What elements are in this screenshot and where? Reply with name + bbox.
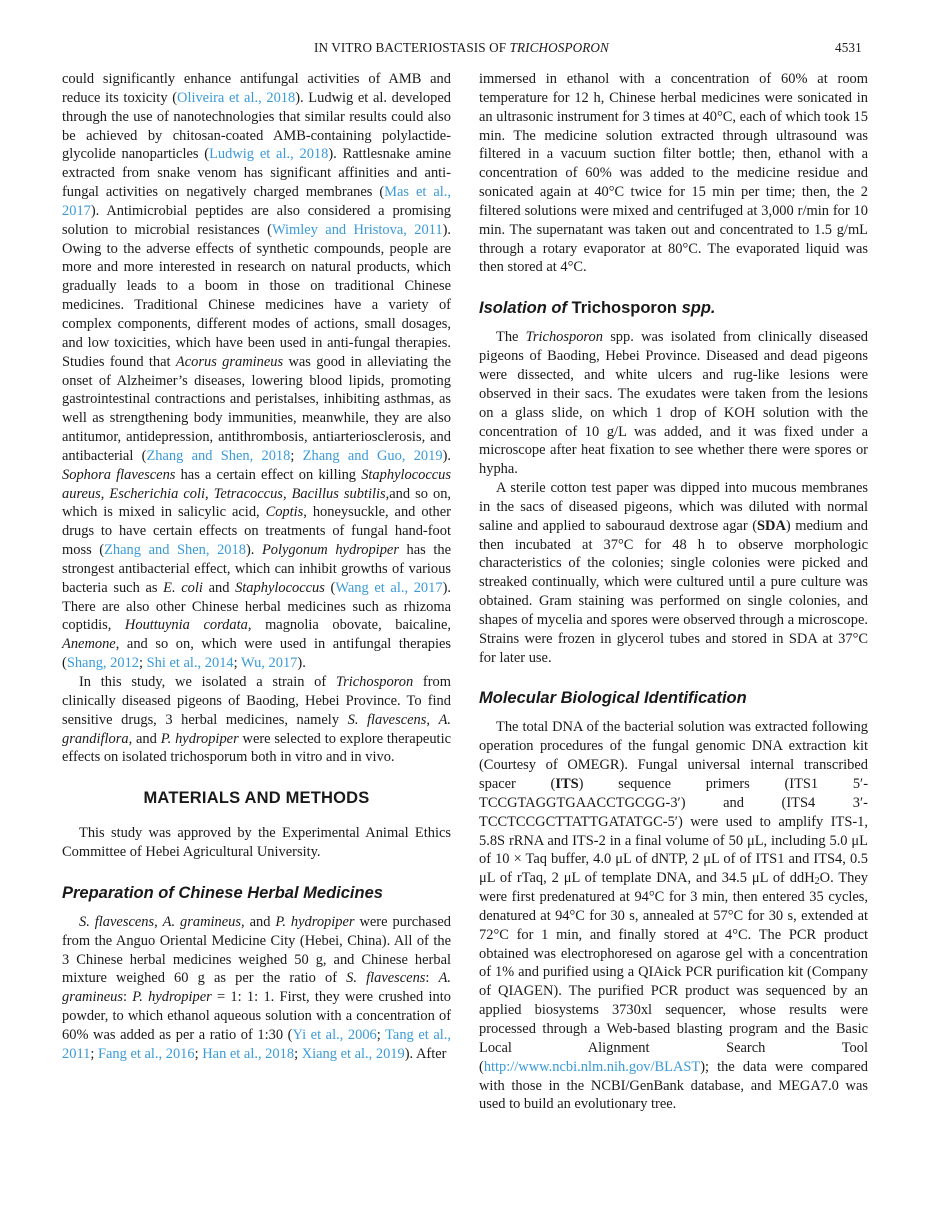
section-heading-materials-methods: MATERIALS AND METHODS xyxy=(143,789,370,808)
species-name: Escherichia coli xyxy=(109,485,206,502)
text: has the strongest antibacterial effect, which can inhibit growths of various bacteria such as xyxy=(62,542,451,596)
species-name: Tetracoccus xyxy=(213,485,283,502)
text: ); the data were compared with those in the NCBI/GenBank database, and MEGA7.0 was used to build an evolutionary tree. xyxy=(479,1058,868,1113)
text: ; xyxy=(290,447,303,464)
species-name: P. hydropiper xyxy=(160,730,239,747)
citation-link[interactable]: Ludwig et al., 2018 xyxy=(209,146,329,163)
species-name: A. gramineus xyxy=(62,970,451,1006)
page-number: 4531 xyxy=(835,40,862,55)
isolation-paragraph-2 xyxy=(479,479,868,667)
heading-text: Isolation of xyxy=(479,299,572,318)
citation-link[interactable]: Xiang et al., 2019 xyxy=(301,1045,405,1062)
text: = 1: 1: 1. First, they were crushed into powder, to which ethanol aqueous solution with a concentration of 60% was added as per a ratio of 1:30 ( xyxy=(62,989,451,1043)
species-name: P. hydropiper xyxy=(132,989,212,1006)
species-name: Acorus gramineus xyxy=(175,353,284,370)
text: The xyxy=(496,329,526,346)
species-name: Anemone xyxy=(62,636,116,653)
text: from clinically diseased pigeons of Baoding, Hebei Province. To find sensitive drugs, 3 herbal medicines, namely xyxy=(62,674,451,728)
citation-link[interactable]: Wimley and Hristova, 2011 xyxy=(271,221,443,238)
text: ). After xyxy=(404,1045,447,1062)
text: ) medium and then incubated at 37°C for 48 h to observe morphologic characteristics of the colonies; single colonies were picked and streaked continually, which were cultured until a pure culture was obtained. Gram staining was performed on single colonies, and shapes of mycelia and spores were observed through a microscope. Strains were frozen in glycerol tubes and stored in SDA at 37°C for later use. xyxy=(479,517,868,666)
species-name: A. gramineus, xyxy=(162,913,245,930)
text: The total DNA of the bacterial solution was extracted following operation procedures of the fungal genomic DNA extraction kit (Courtesy of OMEGR). Fungal universal internal transcribed spacer ( xyxy=(479,719,868,792)
text: ). Ludwig et al. developed through the use of nanotechnologies that similar results could also be achieved by chitosan-coated AMB-containing polylactide-glycolide nanoparticles ( xyxy=(62,89,451,163)
text: ; xyxy=(294,1045,302,1062)
text: ; xyxy=(376,1026,386,1043)
citation-link[interactable]: Han et al., 2018 xyxy=(202,1045,295,1062)
text: has a certain effect on killing xyxy=(175,466,362,483)
running-title-genus: TRICHOSPORON xyxy=(509,40,609,55)
species-name: Trichosporon xyxy=(335,674,414,690)
citation-link[interactable]: Tang et al., 2011 xyxy=(62,1026,452,1062)
heading-text: spp. xyxy=(677,299,716,318)
species-name: S. flavescens xyxy=(79,913,155,930)
citation-link[interactable]: Zhang and Shen, 2018 xyxy=(146,447,291,464)
text: and xyxy=(132,730,161,747)
text: , xyxy=(426,711,439,728)
text: ). xyxy=(245,542,262,559)
text: ). Rattlesnake amine extracted from snake venom has significant affinities and anti-fungal activities on negatively charged membranes ( xyxy=(62,146,452,201)
text: ; xyxy=(139,655,147,672)
species-name: Bacillus subtilis xyxy=(291,485,386,502)
citation-link[interactable]: Zhang and Shen, 2018 xyxy=(104,542,246,559)
left-column xyxy=(62,70,451,1064)
citation-link[interactable]: Shi et al., 2014 xyxy=(146,655,234,672)
text: spp. was isolated from clinically diseased pigeons of Baoding, Hebei Province. Diseased and dead pigeons were dissected, and white ulcers and rug-like lesions were observed in their sacs. The exudates were taken from the lesions on a glass slide, on which 1 drop of KOH solution with the concentration of 10 g/L was added, and it was fixed under a microscope after heat fixation to see whether there were spores or hypha. xyxy=(479,329,868,478)
isolation-paragraph-1 xyxy=(479,328,868,479)
citation-link[interactable]: Wu, 2017 xyxy=(241,655,298,672)
text: were purchased from the Anguo Oriental Medicine City (Hebei, China). All of the 3 Chinese herbal medicines weighed 50 g, and Chinese herbal mixture weighed 60 g as per the ratio of xyxy=(62,913,451,987)
text: : xyxy=(425,970,439,987)
text: , magnolia obovate, baicaline, xyxy=(247,617,451,634)
subscript: 2 xyxy=(814,876,820,888)
species-name: P. hydropiper xyxy=(275,913,355,930)
heading-genus: Trichosporon xyxy=(571,299,678,318)
text: was good in alleviating the onset of Alzheimer’s diseases, lowering blood lipids, promoting gastrointestinal contractions and peristalses, inhibiting asthmas, as well as strengthening body immunities, meanwhile, they are also antitumor, antidepression, antithrombosis, antiarteriosclerosis, and antibacterial ( xyxy=(62,353,452,464)
text: , honeysuckle, and other drugs to have certain effects on treatments of fungal hand-foot moss ( xyxy=(62,504,451,559)
running-title-text: IN VITRO BACTERIOSTASIS OF xyxy=(314,40,510,55)
text: ) sequence primers (ITS1 5′-TCCGTAGGTGAACCTGCGG-3′) and (ITS4 3′-TCCTCCGCTTATTGATATGC-5′) were used to amplify ITS-1, 5.8S rRNA and ITS-2 in a final volume of 50 μL, including 5.0 μL of 10 × Taq buffer, 4.0 μL of dNTP, 2 μL of of ITS1 and ITS4, 0.5 μL of rTaq, 2 μL of template DNA, and 34.5 μL of ddH xyxy=(479,776,868,887)
preparation-paragraph-continued: immersed in ethanol with a concentration of 60% at room temperature for 12 h, Chinese herbal medicines were sonicated in an ultrasonic instrument for 3 times at 40°C, each of which took 15 min. The medicine solution extracted through ultrasound was filtered in a vacuum suction filter bottle; then, ethanol with a concentration of 60% was added to the medicine residue and sonicated again at 40°C twice for 15 min per time; then, the 2 filtered solutions were mixed and centrifuged at 3,000 r/min for 10 min. The supernatant was taken out and concentrated to 1.5 g/mL through a rotary evaporator at 80°C. The evaporated liquid was then stored at 4°C. xyxy=(479,71,868,276)
subsection-heading-isolation xyxy=(479,298,868,318)
species-name: Staphylococcus xyxy=(235,579,325,596)
molecular-paragraph xyxy=(479,718,868,1114)
species-name: E. coli xyxy=(163,579,203,596)
text: were selected to explore therapeutic effects on isolated trichosporum both in vitro and in vivo. xyxy=(62,730,451,766)
text: O. They were first predenatured at 94°C for 3 min, then entered 35 cycles, denatured at 94°C for 30 s, annealed at 57°C for 30 s, extended at 72°C for 1 min, and finally stored at 4°C. The PCR product obtained was electrophoresed on agarose gel with a concentration of 1% and purified using a QIAick PCR purification kit (Company of QIAGEN). The purified PCR product was sequenced by an applied biosystems 3730xl sequencer, whose results were processed through a Web-based blasting program and the Basic Local Alignment Search Tool ( xyxy=(479,870,868,1075)
species-name: S. flavescens xyxy=(346,970,426,987)
species-name: Staphylococcus aureus xyxy=(62,466,451,502)
ethics-paragraph: This study was approved by the Experimental Animal Ethics Committee of Hebei Agricultural University. xyxy=(62,825,451,861)
species-name: Trichosporon xyxy=(525,329,603,346)
text: ). Antimicrobial peptides are also considered a promising solution to microbial resistances ( xyxy=(62,202,451,238)
citation-link[interactable]: Mas et al., 2017 xyxy=(62,184,452,219)
citation-link[interactable]: Fang et al., 2016 xyxy=(97,1045,195,1062)
text: and xyxy=(202,579,236,596)
text: , xyxy=(282,485,292,502)
text: , xyxy=(154,913,163,930)
subsection-heading-preparation: Preparation of Chinese Herbal Medicines xyxy=(62,883,383,902)
species-name: Houttuynia cordata xyxy=(124,617,248,634)
text: ; xyxy=(233,655,242,672)
text: In this study, we isolated a strain of xyxy=(79,674,336,690)
species-name: Polygonum hydropiper xyxy=(261,542,399,559)
citation-link[interactable]: Oliveira et al., 2018 xyxy=(177,89,296,106)
running-title xyxy=(314,40,609,56)
species-name: S. flavescens xyxy=(347,711,427,728)
text: ; xyxy=(90,1045,98,1062)
text: ). xyxy=(442,447,452,464)
intro-paragraph-1 xyxy=(62,70,451,673)
text: , xyxy=(100,485,110,502)
text: ( xyxy=(324,579,336,596)
species-name: A. grandiflora, xyxy=(62,711,451,747)
blast-url-link[interactable]: http://www.ncbi.nlm.nih.gov/BLAST xyxy=(483,1058,701,1075)
species-name: Coptis xyxy=(265,504,304,521)
text: could significantly enhance antifungal activities of AMB and reduce its toxicity ( xyxy=(62,71,451,106)
subsection-heading-molecular: Molecular Biological Identification xyxy=(479,689,747,708)
intro-paragraph-2 xyxy=(62,673,451,767)
right-column xyxy=(479,70,868,1114)
text: ). Owing to the adverse effects of synthetic compounds, people are more and more interested in research on natural products, which gradually leads to a boom in those on traditional Chinese medicines. Traditional Chinese medicines have a variety of complex components, different modes of actions, small dosages, and low toxicities, which have been used in anti-fungal therapies. Studies found that xyxy=(62,221,451,370)
text: , xyxy=(205,485,214,502)
text: ). xyxy=(297,655,306,672)
text: ,and so on, which is mixed in salicylic acid, xyxy=(62,485,452,521)
text: : xyxy=(122,989,133,1006)
species-name: Sophora flavescens xyxy=(62,466,176,483)
abbreviation-bold: SDA xyxy=(757,517,786,534)
citation-link[interactable]: Wang et al., 2017 xyxy=(335,579,443,596)
text: A sterile cotton test paper was dipped into mucous membranes in the sacs of diseased pigeons, which was diluted with normal saline and applied to sabouraud dextrose agar ( xyxy=(479,480,868,534)
abbreviation-bold: ITS xyxy=(555,776,579,792)
text: ; xyxy=(194,1045,203,1062)
citation-link[interactable]: Zhang and Guo, 2019 xyxy=(302,447,443,464)
text: ). There are also other Chinese herbal medicines such as rhizoma coptidis, xyxy=(62,579,452,634)
citation-link[interactable]: Yi et al., 2006 xyxy=(292,1026,377,1043)
citation-link[interactable]: Shang, 2012 xyxy=(66,655,139,672)
text: and xyxy=(244,913,276,930)
preparation-paragraph xyxy=(62,913,451,1064)
text: , and so on, which were used in antifungal therapies ( xyxy=(62,636,451,672)
